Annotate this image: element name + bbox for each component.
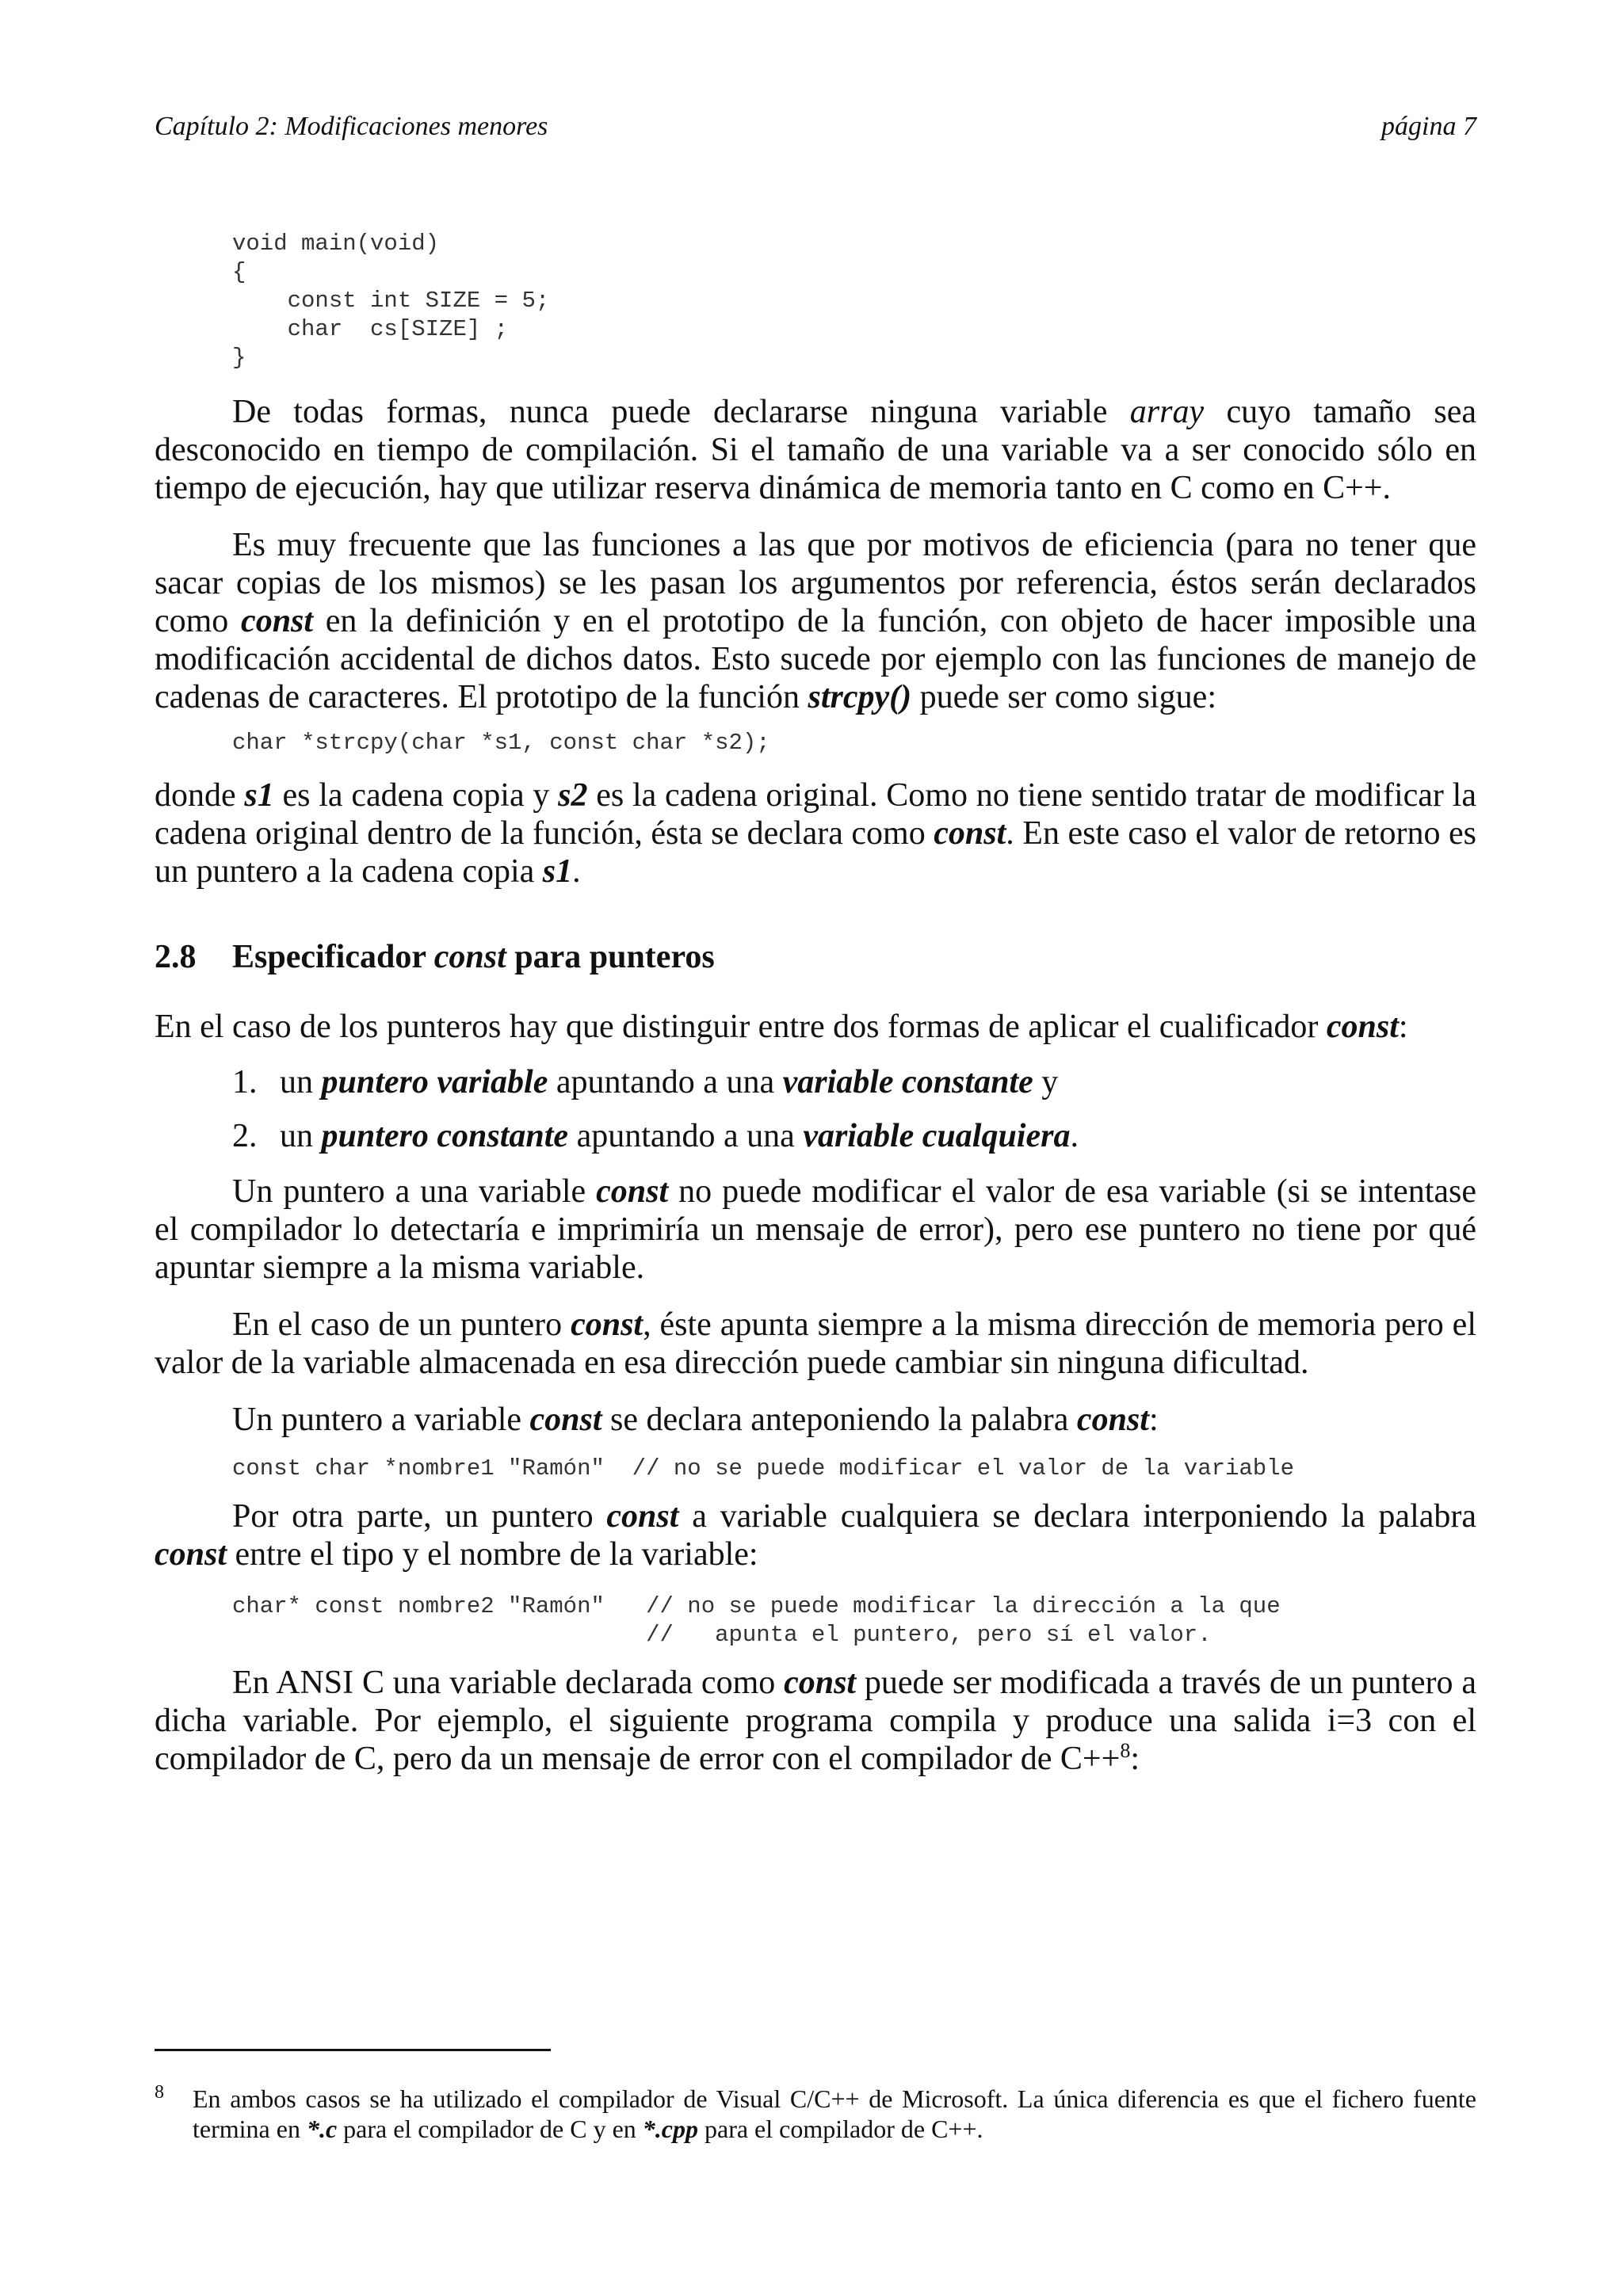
section-title: Especificador	[232, 939, 434, 975]
paragraph-declare-ptr-const-var	[155, 1401, 1476, 1439]
text: Es muy frecuente que las funciones a las que por motivos de eficiencia (para no tener que sacar copias de los mismos) se les pasan los argumentos por referencia, éstos serán declarados como	[155, 527, 1476, 639]
extension-c: *.c	[306, 2115, 338, 2143]
text: :	[1398, 1009, 1408, 1045]
text: un	[280, 1118, 322, 1154]
text: no puede modificar el valor de esa variable (si se intentase el compilador lo detectaría e imprimiría un mensaje de error), pero ese puntero no tiene por qué apuntar siempre a la misma variable.	[155, 1173, 1476, 1286]
var-s2: s2	[558, 777, 588, 814]
text: se declara anteponiendo la palabra	[601, 1402, 1077, 1438]
keyword-const: const	[529, 1402, 602, 1438]
text: cuyo tamaño sea desconocido en tiempo de compilación. Si el tamaño de una variable va a ser conocido sólo en tiempo de ejecución, hay que utilizar reserva dinámica de memoria tanto en C como en C++.	[155, 394, 1477, 506]
text: :	[1148, 1402, 1159, 1438]
text: en la definición y en el prototipo de la función, con objeto de hacer imposible una modificación accidental de dichos datos. Esto sucede por ejemplo con las funciones de manejo de cadenas de caracteres. El prototipo de la función	[155, 603, 1477, 715]
list-item	[155, 1117, 1554, 1155]
text: es la cadena original. Como no tiene sentido tratar de modificar la cadena original dentro de la función, ésta se declara como	[155, 777, 1476, 852]
text: apuntando a una	[568, 1118, 804, 1154]
text: para el compilador de C y en	[337, 2115, 643, 2143]
text: apuntando a una	[548, 1064, 783, 1100]
section-heading	[155, 938, 1476, 976]
list-item	[155, 1063, 1554, 1101]
paragraph-ptr-to-const	[155, 1173, 1476, 1287]
text: y	[1033, 1064, 1059, 1100]
emphasis: variable cualquiera	[803, 1118, 1071, 1154]
text: para el compilador de C++.	[697, 2115, 983, 2143]
code-nombre2: char* const nombre2 "Ramón" // no se puede modificar la dirección a la que // apunta el puntero, pero sí el valor.	[232, 1593, 1281, 1648]
text: donde	[155, 777, 245, 814]
code-block-strcpy	[232, 729, 1476, 757]
text: .	[1070, 1118, 1079, 1154]
header-chapter: Capítulo 2: Modificaciones menores	[155, 112, 548, 141]
header-page-number: página 7	[1381, 112, 1476, 141]
emphasis: variable constante	[782, 1064, 1033, 1100]
text: entre el tipo y el nombre de la variable:	[227, 1536, 758, 1573]
var-s1: s1	[244, 777, 274, 814]
section-title: para punteros	[506, 939, 715, 975]
text: puede ser como sigue:	[911, 679, 1216, 715]
paragraph-const-args	[155, 526, 1476, 716]
keyword-const: const	[241, 603, 314, 639]
paragraph-s1-s2	[155, 776, 1476, 891]
paragraph-const-ptr	[155, 1306, 1476, 1382]
keyword-const: const	[571, 1306, 643, 1343]
text: .	[572, 853, 581, 890]
code-main-function: void main(void) { const int SIZE = 5; char cs[SIZE] ; }	[232, 231, 550, 371]
list-number: 1.	[232, 1064, 258, 1100]
text: a variable cualquiera se declara interponiendo la palabra	[678, 1498, 1477, 1535]
section-title-emphasis: const	[433, 939, 506, 975]
code-block-nombre2	[232, 1592, 1476, 1650]
code-nombre1: const char *nombre1 "Ramón" // no se puede modificar el valor de la variable	[232, 1455, 1295, 1482]
text: En el caso de un puntero	[232, 1306, 571, 1343]
keyword-const: const	[606, 1498, 679, 1535]
keyword-const: const	[155, 1536, 227, 1573]
paragraph-array	[155, 393, 1476, 507]
running-header	[155, 111, 1476, 143]
code-block-main	[232, 230, 1476, 372]
document-page	[155, 0, 1476, 2296]
keyword-const: const	[596, 1173, 669, 1210]
text: De todas formas, nunca puede declararse ninguna variable	[232, 394, 1130, 430]
list-number: 2.	[232, 1118, 258, 1154]
keyword-const: const	[1076, 1402, 1149, 1438]
text: :	[1130, 1741, 1140, 1777]
var-s1: s1	[542, 853, 573, 890]
function-strcpy: strcpy()	[808, 679, 912, 715]
text: . En este caso el valor de retorno es un puntero a la cadena copia	[155, 815, 1477, 890]
keyword-const: const	[1326, 1009, 1399, 1045]
keyword-const: const	[934, 815, 1006, 852]
text: puede ser modificada a través de un puntero a dicha variable. Por ejemplo, el siguiente programa compila y produce una salida i=3 con el compilador de C, pero da un mensaje de error con el compilador de C++	[155, 1665, 1476, 1777]
footnote-text	[155, 2084, 1476, 2144]
footnote-separator	[155, 2049, 551, 2051]
section-number: 2.8	[155, 939, 197, 975]
footnote-reference[interactable]: 8	[1120, 1739, 1131, 1762]
paragraph-declare-const-ptr	[155, 1497, 1476, 1573]
text: Por otra parte, un puntero	[232, 1498, 607, 1535]
emphasis-array: array	[1129, 394, 1205, 430]
text: Un puntero a una variable	[232, 1173, 597, 1210]
emphasis: puntero constante	[321, 1118, 569, 1154]
code-block-nombre1	[232, 1455, 1476, 1483]
text: , éste apunta siempre a la misma dirección de memoria pero el valor de la variable almacenada en esa dirección puede cambiar sin ninguna dificultad.	[155, 1306, 1476, 1381]
paragraph-intro-punteros	[155, 1008, 1476, 1046]
text: es la cadena copia y	[273, 777, 559, 814]
footnote	[155, 2084, 1476, 2144]
emphasis: puntero variable	[321, 1064, 548, 1100]
code-strcpy-prototype: char *strcpy(char *s1, const char *s2);	[232, 730, 770, 756]
text: En ANSI C una variable declarada como	[232, 1665, 785, 1701]
paragraph-ansi-c	[155, 1664, 1476, 1778]
text: En el caso de los punteros hay que distinguir entre dos formas de aplicar el cualificador	[155, 1009, 1327, 1045]
footnote-number: 8	[155, 2082, 164, 2103]
extension-cpp: *.cpp	[642, 2115, 698, 2143]
text: En ambos casos se ha utilizado el compilador de Visual C/C++ de Microsoft. La única diferencia es que el fichero fuente termina en	[193, 2084, 1476, 2143]
keyword-const: const	[784, 1665, 857, 1701]
text: un	[280, 1064, 322, 1100]
text: Un puntero a variable	[232, 1402, 530, 1438]
